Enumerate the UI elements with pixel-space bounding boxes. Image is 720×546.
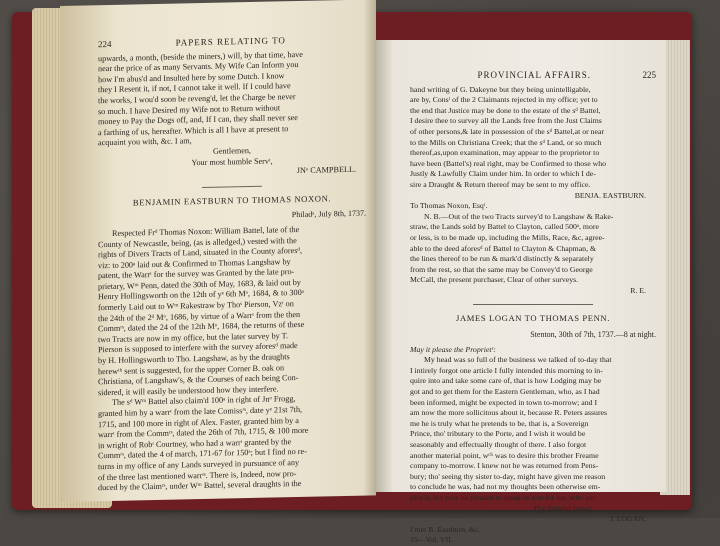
text-line: acquaint you with, &c. I am, xyxy=(98,136,192,148)
text-line: duced by the Claimʳˢ, under Wᵐ Battel, several draughts in the xyxy=(98,479,302,493)
closing-friend: Thy faithful friend, xyxy=(533,503,593,513)
text-line: of other persons,& late in possession of the sᵈ Battel,at or near xyxy=(410,126,605,136)
text-line: sire a Draught & Return thereof may be sent to my office. xyxy=(410,179,591,189)
right-page-content xyxy=(410,70,656,546)
text-line: so much. I have Desired my Wife not to Return without xyxy=(98,102,281,116)
text-line: got and to get them for the Eastern Gentleman, who, as I had xyxy=(410,387,600,397)
section-divider xyxy=(473,304,593,305)
text-line: the works, I wou'd soon be reveng'd, let the Charge be never xyxy=(98,92,296,106)
text-line: seasonably and effectually thought of there. I also forgot xyxy=(410,440,587,449)
text-line: in wright of Robᵗ Courtney, who had a warrᵗ granted by the xyxy=(98,436,292,450)
right-page xyxy=(376,40,666,545)
section-heading-logan-penn: JAMES LOGAN TO THOMAS PENN. xyxy=(456,313,610,324)
letter-body xyxy=(98,223,366,493)
text-line: by H. Hollingsworth to Tho. Langshaw, as by the draughts xyxy=(98,352,290,366)
text-line: able to the deed aforesᵈ of Battel to Clayton & Chapman, & xyxy=(410,243,597,253)
text-line: money to Pay the Dogs off, and, If I can, they shall never see xyxy=(98,113,298,127)
text-line: prietary, Wᵐ Penn, dated the 30th of May, 1683, & laid out by xyxy=(98,277,301,292)
text-line: me he is truly what he pretends to be, that is, a Sovereign xyxy=(410,418,589,428)
dateline-stenton: Stenton, 30th of 7th, 1737.—8 at night. xyxy=(530,330,656,340)
text-line: Prince, tho' tributary to the Porte, and I wish it would be xyxy=(410,429,586,439)
closing-servant: Your most humble Servᵗ, xyxy=(191,156,273,167)
text-line: have been (Battel's) real right, may be Confirmed to those who xyxy=(410,158,607,168)
text-line: 1715, and 100 more in right of Alex. Faster, granted him by a xyxy=(98,415,299,429)
text-line: they I Resent it, if not, I cannot take it well. If I could have xyxy=(98,81,291,95)
text-line: McCall, the present purchaser, Clear of other surveys. xyxy=(410,275,579,285)
text-line: thereof,as,upon examination, may appear to the proprietor to xyxy=(410,148,600,158)
footer-note: I met B. Eastburn, &c. xyxy=(410,524,481,534)
text-line: Respected Frᵈ Thomas Noxon: William Battel, late of the xyxy=(112,224,300,238)
addressee: To Thomas Noxon, Esqʳ. xyxy=(410,201,488,211)
note-initials: R. E. xyxy=(630,285,646,295)
text-line: My head was so full of the business we talked of to-day that xyxy=(424,355,612,365)
text-line: a farthing of us, hereafter. Which is all I have at present to xyxy=(98,123,289,137)
letter-continuation xyxy=(410,85,656,191)
salutation: May it please the Proprietʳ: xyxy=(410,344,496,354)
text-line: quire into and take some care of, that is how Lodging may be xyxy=(410,376,602,386)
text-line: company to-morrow. I knew not he was returned from Pens- xyxy=(410,461,599,471)
text-line: the end that Justice may be done to the estate of the sᵈ Battel, xyxy=(410,105,601,115)
text-line: are by, Consᵗ of the 2 Claimants rejected in my office; yet to xyxy=(410,95,598,105)
text-line: am now the more sollicitous about it, because R. Peters assures xyxy=(410,408,608,418)
text-line: County of Newcastle, being, (as is alledged,) vested with the xyxy=(98,235,297,249)
text-line: Commʳˢ, dated the 4 of march, 171-67 for 150ᵃ; but I find no re- xyxy=(98,447,307,461)
text-line: I desire thee to survey all the Lands free from the Just Claims xyxy=(410,116,602,126)
dateline-philadelphia: Philadᵃ, July 8th, 1737. xyxy=(291,208,366,220)
text-line: Justly & Lawfully Claim under him. In order to which I de- xyxy=(410,169,596,179)
text-line: Pierson is supposed to interfere with the survey aforesᵈ made xyxy=(98,341,298,355)
left-running-title: PAPERS RELATING TO xyxy=(175,35,286,48)
text-line: to the Mills on Christiana Creek; that the sᵈ Land, or so much xyxy=(410,137,602,147)
closing-gentlemen: Gentlemen, xyxy=(213,145,251,156)
signature-campbell: JNᵒ CAMPBELL. xyxy=(296,164,356,176)
text-line: another material point, wᶜʰ was to desire this brother Freame xyxy=(410,450,599,460)
text-line: bury; tho' seeing thy sister to-day, might have given me reason xyxy=(410,471,606,481)
text-line: straw, the Lands sold by Battel to Clayton, called 500ᵃ, more xyxy=(410,222,599,232)
right-page-number: 225 xyxy=(642,70,656,80)
text-line: warrᵗ from the Commʳˢ, dated the 26th of 7th, 1715, & 100 more xyxy=(98,425,309,440)
text-line: Henry Hollingsworth on the 12th of yᵉ 6th Mᵒ, 1684, & to 300ᵃ xyxy=(98,288,304,302)
text-line: viz: to 200ᵃ laid out & Confirmed to Thomas Langshaw by xyxy=(98,256,291,270)
text-line: two Tracts are now in my office, but the later survey by T. xyxy=(98,331,289,345)
postscript-note xyxy=(410,212,656,286)
left-page-number: 224 xyxy=(98,38,112,50)
left-page-content xyxy=(98,34,366,494)
text-line: the 24th of the 2ᵈ Mᵒ, 1686, by virtue of a Warrᵗ from the then xyxy=(98,309,301,323)
text-line: or less, is to be made up, including the Mills, Race, &c, agree- xyxy=(410,232,605,242)
text-line: upwards, a month, (beside the miners,) will, by that time, have xyxy=(98,49,303,63)
text-line: how I'm abus'd and Insulted here by some Dutch. I know xyxy=(98,71,285,84)
text-line: near the price of as many Servants. My Wife Can Inform you xyxy=(98,60,299,74)
letter-end-text xyxy=(98,48,366,149)
text-line: sidered, it will easily be understood how they interfere. xyxy=(98,384,279,398)
text-line: of the three last mentioned warrᵗˢ. There is, Indeed, now pro- xyxy=(98,468,297,482)
text-line: The sᵈ Wᵐ Battel also claim'd 100ᵃ in right of Jnᵒ Frogg, xyxy=(112,394,296,408)
text-line: been informed, might be expected in town to-morrow; and I xyxy=(410,397,598,407)
left-running-head xyxy=(98,34,366,50)
volume-signature: 15—Vol. VII. xyxy=(410,535,453,545)
text-line: Commʳˢ, dated the 24 of the 12th Mᵒ, 1684, the returns of these xyxy=(98,320,305,334)
section-divider xyxy=(202,185,262,187)
text-line: hand writing of G. Dakeyne but they being unintelligable, xyxy=(410,84,591,94)
text-line: from the rest, so that the same may be Convey'd to George xyxy=(410,264,593,274)
text-line: Christiana, of Langshaw's, & the Courses of each being Con- xyxy=(98,373,299,387)
right-running-head xyxy=(410,70,656,81)
text-line: granted him by a warrᵗ from the late Comissʳˢ, date yᵉ 21st 7th, xyxy=(98,404,303,419)
text-line: rights of Divers Tracts of Land, situated in the County aforesᵈ, xyxy=(98,246,303,260)
text-line: turns in my office of any Lands surveyed in pursuance of any xyxy=(98,457,300,472)
text-line: formerly Laid out to Wᵐ Rakestraw by Thoˢ Pierson, Vzᵗ on xyxy=(98,299,294,313)
left-page xyxy=(60,0,376,502)
text-line: ploy'd, but pray be pleased to speak to him for me, who am, xyxy=(410,492,597,502)
text-line: patent, the Warrᵗ for the survey was Granted by the late pro- xyxy=(98,267,295,281)
text-line: I intirely forgot one article I fully intended this morning to in- xyxy=(410,365,603,375)
text-line: to conclude he was, had not my thoughts been otherwise em- xyxy=(410,482,601,492)
text-line: herewᵗʰ sent is suggested, for the upper Corner B. oak on xyxy=(98,362,285,376)
right-running-title: PROVINCIAL AFFAIRS. xyxy=(477,70,592,80)
section-heading-eastburn-noxon: BENJAMIN EASTBURN TO THOMAS NOXON. xyxy=(132,193,332,208)
text-line: N. B.—Out of the two Tracts survey'd to Langshaw & Rake- xyxy=(424,211,614,221)
signature-logan: J. LOGAN. xyxy=(609,514,646,524)
text-line: the lines thereof to be run & mark'd distinctly & separately xyxy=(410,254,594,264)
signature-eastburn: BENJA. EASTBURN. xyxy=(574,190,646,200)
logan-letter-body xyxy=(410,355,656,503)
